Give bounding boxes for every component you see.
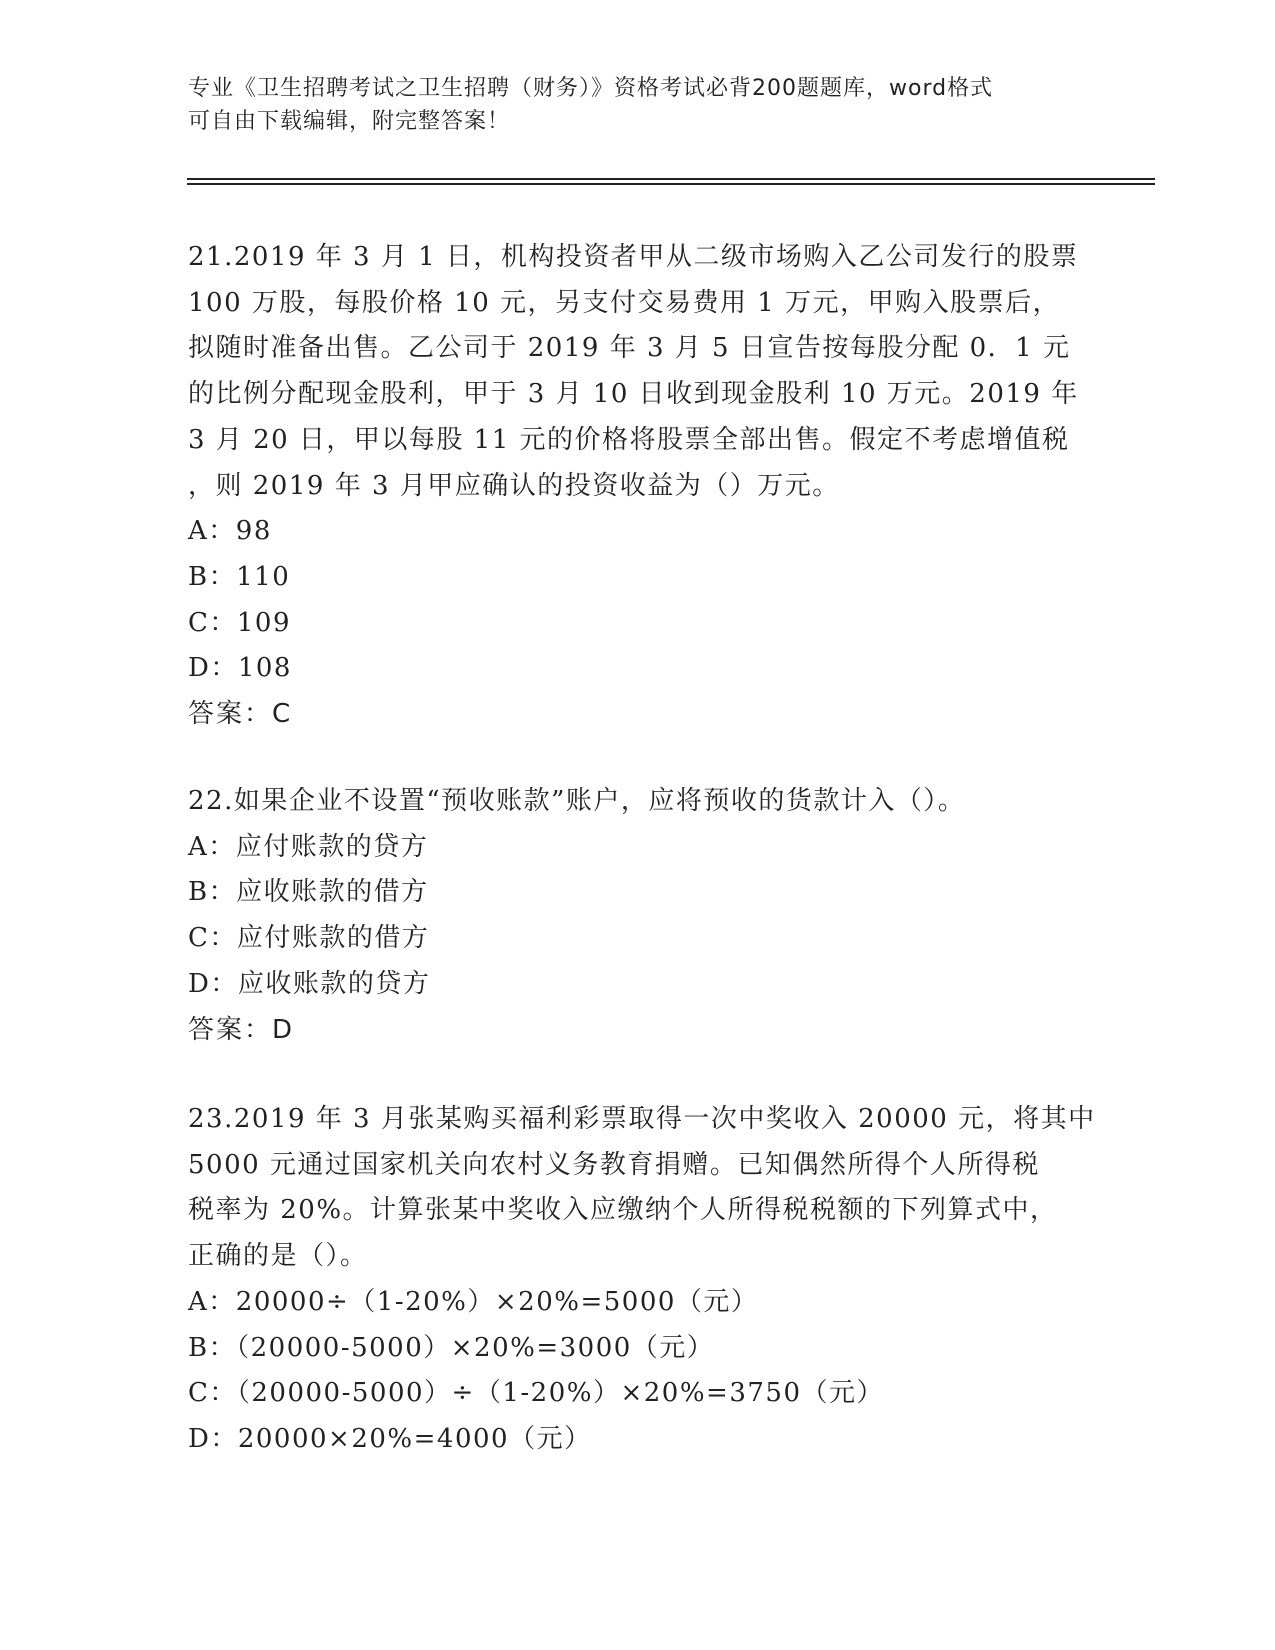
question-text-line: 拟随时准备出售。乙公司于 2019 年 3 月 5 日宣告按每股分配 0．1 元: [188, 333, 1071, 364]
header-divider: [187, 178, 1155, 180]
question-text-line: 税率为 20%。计算张某中奖收入应缴纳个人所得税税额的下列算式中，: [188, 1195, 1058, 1226]
answer: 答案：C: [188, 699, 293, 730]
option-d: D：20000×20%=4000（元）: [188, 1423, 592, 1454]
question-text-line: 21.2019 年 3 月 1 日，机构投资者甲从二级市场购入乙公司发行的股票: [188, 242, 1079, 272]
option-a: A：20000÷（1-20%）×20%=5000（元）: [188, 1286, 759, 1317]
option-c: C：109: [188, 607, 292, 638]
question-text-line: 3 月 20 日，甲以每股 11 元的价格将股票全部出售。假定不考虑增值税: [188, 424, 1070, 455]
option-a: A：应付账款的贷方: [188, 831, 429, 862]
question-text-line: 5000 元通过国家机关向农村义务教育捐赠。已知偶然所得个人所得税: [188, 1149, 1040, 1180]
option-d: D：应收账款的贷方: [188, 968, 431, 999]
option-c: C：应付账款的借方: [188, 923, 430, 954]
option-d: D：108: [188, 653, 292, 684]
question-22: [188, 779, 1118, 1053]
question-text-line: 的比例分配现金股利，甲于 3 月 10 日收到现金股利 10 万元。2019 年: [188, 379, 1079, 410]
document-header: [188, 72, 1088, 138]
header-line: 专业《卫生招聘考试之卫生招聘（财务）》资格考试必背200题题库，word格式: [188, 76, 994, 101]
question-text-line: 23.2019 年 3 月张某购买福利彩票取得一次中奖收入 20000 元，将其中: [188, 1104, 1096, 1134]
option-c: C：（20000-5000）÷（1-20%）×20%=3750（元）: [188, 1378, 884, 1409]
answer: 答案：D: [188, 1014, 295, 1045]
header-line: 可自由下载编辑，附完整答案！: [188, 109, 511, 134]
question-text-line: 22.如果企业不设置“预收账款”账户，应将预收的货款计入（）。: [188, 786, 966, 816]
question-21: [188, 235, 1118, 738]
question-text-line: ，则 2019 年 3 月甲应确认的投资收益为（）万元。: [188, 470, 840, 501]
question-text-line: 正确的是（）。: [188, 1241, 368, 1272]
option-b: B：110: [188, 561, 291, 592]
option-a: A：98: [188, 516, 272, 547]
option-b: B：应收账款的借方: [188, 877, 429, 908]
header-divider: [187, 183, 1155, 185]
question-23: [188, 1097, 1118, 1463]
option-b: B：（20000-5000）×20%=3000（元）: [188, 1332, 715, 1363]
question-text-line: 100 万股，每股价格 10 元，另支付交易费用 1 万元，甲购入股票后，: [188, 287, 1061, 318]
